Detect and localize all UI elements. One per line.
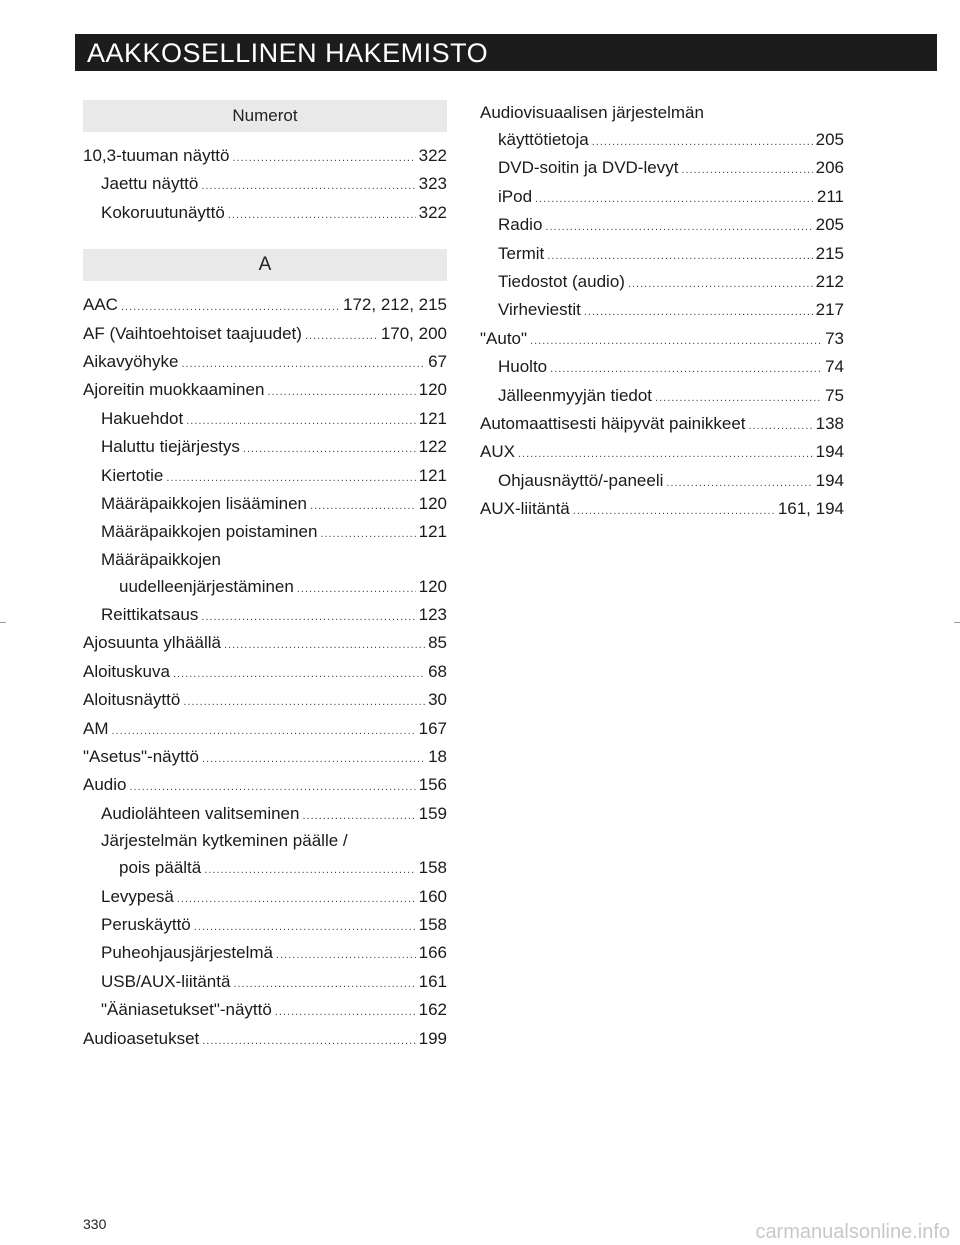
index-page-ref: 121 xyxy=(418,465,447,485)
right-column xyxy=(480,100,844,523)
index-term: "Ääniasetukset"-näyttö xyxy=(101,1000,272,1020)
dot-leader xyxy=(112,717,416,745)
index-entry-continuation xyxy=(83,573,447,601)
index-page-ref: 85 xyxy=(428,633,447,653)
index-term: pois päältä xyxy=(119,858,202,878)
index-term: "Asetus"-näyttö xyxy=(83,747,200,767)
index-term: Audio xyxy=(83,775,127,795)
index-entry xyxy=(83,291,447,319)
index-subentry xyxy=(83,996,447,1024)
index-subentry xyxy=(83,939,447,967)
index-entry-continuation xyxy=(83,854,447,882)
index-page-ref: 166 xyxy=(418,943,447,963)
index-subentry xyxy=(480,268,844,296)
index-page-ref: 167 xyxy=(418,718,447,738)
index-page-ref: 73 xyxy=(825,328,844,348)
index-page-ref: 121 xyxy=(418,408,447,428)
dot-leader xyxy=(628,270,813,298)
index-term: Radio xyxy=(498,215,543,235)
dot-leader xyxy=(681,156,812,184)
dot-leader xyxy=(204,856,415,884)
index-entry xyxy=(480,325,844,353)
index-page-ref: 322 xyxy=(418,202,447,222)
index-page-ref: 217 xyxy=(815,300,844,320)
index-entry xyxy=(83,376,447,404)
index-term: Audiovisuaalisen järjestelmän xyxy=(480,103,704,122)
index-term: Määräpaikkojen xyxy=(101,549,222,569)
index-entry xyxy=(83,320,447,348)
index-header-bar xyxy=(75,34,937,71)
index-term: Jälleenmyyjän tiedot xyxy=(498,385,653,405)
dot-leader xyxy=(655,384,822,412)
index-term: Jaettu näyttö xyxy=(101,174,199,194)
dot-leader xyxy=(550,355,822,383)
index-page-ref: 120 xyxy=(418,493,447,513)
index-term: uudelleenjärjestäminen xyxy=(119,576,294,596)
section-heading-numerot: Numerot xyxy=(83,100,447,132)
dot-leader xyxy=(302,802,415,830)
index-term: Aloituskuva xyxy=(83,661,170,681)
index-term: AF (Vaihtoehtoiset taajuudet) xyxy=(83,323,302,343)
dot-leader xyxy=(183,688,425,716)
dot-leader xyxy=(202,1027,415,1055)
index-page-ref: 205 xyxy=(815,215,844,235)
section-a-continued-list xyxy=(480,100,844,523)
index-page-ref: 159 xyxy=(418,803,447,823)
index-term: Ajosuunta ylhäällä xyxy=(83,633,221,653)
dot-leader xyxy=(267,378,415,406)
index-term: käyttötietoja xyxy=(498,130,589,149)
index-page-ref: 158 xyxy=(418,858,447,878)
crop-mark-left xyxy=(0,622,6,623)
dot-leader xyxy=(275,998,416,1026)
index-subentry xyxy=(83,911,447,939)
index-term: Huolto xyxy=(498,357,548,377)
index-term: Peruskäyttö xyxy=(101,914,191,934)
index-subentry xyxy=(83,433,447,461)
index-term: DVD-soitin ja DVD-levyt xyxy=(498,158,679,178)
index-subentry xyxy=(480,183,844,211)
index-term: Järjestelmän kytkeminen päälle / xyxy=(101,831,348,851)
index-subentry xyxy=(83,518,447,546)
section-heading-a: A xyxy=(83,249,447,281)
index-page-ref: 170, 200 xyxy=(380,323,447,343)
index-entry xyxy=(83,715,447,743)
dot-leader xyxy=(228,201,416,229)
index-entry xyxy=(480,438,844,466)
index-term: Puheohjausjärjestelmä xyxy=(101,943,273,963)
index-entry xyxy=(83,658,447,686)
index-subentry xyxy=(83,601,447,629)
dot-leader xyxy=(518,440,813,468)
index-page-ref: 160 xyxy=(418,886,447,906)
dot-leader xyxy=(243,435,416,463)
dot-leader xyxy=(201,172,415,200)
index-subentry xyxy=(480,467,844,495)
index-page-ref: 322 xyxy=(418,146,447,165)
index-subentry xyxy=(83,883,447,911)
index-term: 10,3-tuuman näyttö xyxy=(83,146,230,165)
index-term: Kokoruutunäyttö xyxy=(101,202,225,222)
index-term: Haluttu tiejärjestys xyxy=(101,437,240,457)
index-term: Audiolähteen valitseminen xyxy=(101,803,300,823)
watermark: carmanualsonline.info xyxy=(755,1221,950,1243)
dot-leader xyxy=(666,469,812,497)
index-page-ref: 68 xyxy=(428,661,447,681)
index-subentry xyxy=(83,199,447,227)
index-subentry xyxy=(83,462,447,490)
index-page-ref: 75 xyxy=(825,385,844,405)
index-page-ref: 323 xyxy=(418,174,447,194)
index-entry xyxy=(83,686,447,714)
dot-leader xyxy=(530,327,822,355)
index-entry xyxy=(83,547,447,573)
index-term: Aikavyöhyke xyxy=(83,351,179,371)
index-entry xyxy=(480,495,844,523)
dot-leader xyxy=(186,407,415,435)
dot-leader xyxy=(166,464,415,492)
index-term: "Auto" xyxy=(480,328,528,348)
index-entry xyxy=(83,1025,447,1053)
index-entry xyxy=(83,629,447,657)
index-term: AM xyxy=(83,718,109,738)
index-entry xyxy=(480,410,844,438)
dot-leader xyxy=(584,298,813,326)
dot-leader xyxy=(749,412,813,440)
index-subentry xyxy=(480,353,844,381)
index-term: AUX xyxy=(480,442,515,462)
index-entry xyxy=(83,142,447,170)
index-entry xyxy=(83,828,447,854)
index-page-ref: 211 xyxy=(816,186,844,206)
index-term: Reittikatsaus xyxy=(101,605,199,625)
index-entry-continuation xyxy=(480,126,844,154)
dot-leader xyxy=(232,144,415,172)
index-subentry xyxy=(83,170,447,198)
dot-leader xyxy=(535,185,814,213)
index-page-ref: 158 xyxy=(418,914,447,934)
index-page-ref: 123 xyxy=(418,605,447,625)
index-page-ref: 212 xyxy=(815,271,844,291)
index-term: AAC xyxy=(83,295,118,315)
index-page-ref: 199 xyxy=(418,1028,447,1048)
dot-leader xyxy=(320,520,415,548)
dot-leader xyxy=(297,575,416,603)
index-page-ref: 18 xyxy=(428,747,447,767)
index-term: Automaattisesti häipyvät painikkeet xyxy=(480,413,746,433)
index-entry xyxy=(83,348,447,376)
crop-mark-right xyxy=(954,622,960,623)
index-subentry xyxy=(480,296,844,324)
index-term: iPod xyxy=(498,186,533,206)
index-term: Hakuehdot xyxy=(101,408,184,428)
dot-leader xyxy=(194,913,416,941)
index-page-ref: 156 xyxy=(418,775,447,795)
index-term: Ajoreitin muokkaaminen xyxy=(83,380,265,400)
index-subentry xyxy=(480,211,844,239)
index-term: Termit xyxy=(498,243,545,263)
page-title: AAKKOSELLINEN HAKEMISTO xyxy=(87,38,489,68)
index-page-ref: 172, 212, 215 xyxy=(343,295,447,315)
index-subentry xyxy=(83,968,447,996)
index-page-ref: 121 xyxy=(418,522,447,542)
index-page-ref: 161, 194 xyxy=(777,499,844,519)
index-page-ref: 206 xyxy=(815,158,844,178)
index-entry xyxy=(83,771,447,799)
index-page-ref: 120 xyxy=(418,380,447,400)
index-subentry xyxy=(480,382,844,410)
index-page-ref: 67 xyxy=(428,351,447,371)
dot-leader xyxy=(310,492,416,520)
section-a-list xyxy=(83,291,447,1053)
index-term: Virheviestit xyxy=(498,300,581,320)
dot-leader xyxy=(173,660,425,688)
index-page-ref: 215 xyxy=(815,243,844,263)
index-subentry xyxy=(83,490,447,518)
index-subentry xyxy=(83,800,447,828)
index-term: Määräpaikkojen lisääminen xyxy=(101,493,308,513)
dot-leader xyxy=(129,773,415,801)
index-subentry xyxy=(480,154,844,182)
index-term: Kiertotie xyxy=(101,465,164,485)
dot-leader xyxy=(202,745,425,773)
dot-leader xyxy=(276,941,416,969)
index-page-ref: 205 xyxy=(815,130,844,149)
section-numerot-list xyxy=(83,142,447,227)
index-entry xyxy=(83,743,447,771)
page-number: 330 xyxy=(83,1216,107,1232)
dot-leader xyxy=(305,322,378,350)
dot-leader xyxy=(233,970,415,998)
index-term: Määräpaikkojen poistaminen xyxy=(101,522,318,542)
index-term: Aloitusnäyttö xyxy=(83,690,181,710)
index-subentry xyxy=(83,405,447,433)
index-page-ref: 138 xyxy=(815,413,844,433)
dot-leader xyxy=(545,213,812,241)
index-page-ref: 194 xyxy=(815,442,844,462)
index-page-ref: 120 xyxy=(418,576,447,596)
left-column xyxy=(83,100,447,1053)
dot-leader xyxy=(177,885,416,913)
index-page-ref: 74 xyxy=(825,357,844,377)
dot-leader xyxy=(224,631,425,659)
index-subentry xyxy=(480,240,844,268)
dot-leader xyxy=(181,350,425,378)
index-term: Audioasetukset xyxy=(83,1028,200,1048)
dot-leader xyxy=(592,128,813,156)
index-term: USB/AUX-liitäntä xyxy=(101,971,231,991)
dot-leader xyxy=(201,603,415,631)
index-page-ref: 30 xyxy=(428,690,447,710)
index-term: Tiedostot (audio) xyxy=(498,271,625,291)
dot-leader xyxy=(121,293,340,321)
index-page-ref: 194 xyxy=(815,470,844,490)
index-term: AUX-liitäntä xyxy=(480,499,570,519)
index-page-ref: 122 xyxy=(418,437,447,457)
index-entry xyxy=(480,100,844,126)
index-page-ref: 161 xyxy=(418,971,447,991)
dot-leader xyxy=(547,242,812,270)
dot-leader xyxy=(573,497,775,525)
index-term: Levypesä xyxy=(101,886,174,906)
index-term: Ohjausnäyttö/-paneeli xyxy=(498,470,664,490)
index-page-ref: 162 xyxy=(418,1000,447,1020)
